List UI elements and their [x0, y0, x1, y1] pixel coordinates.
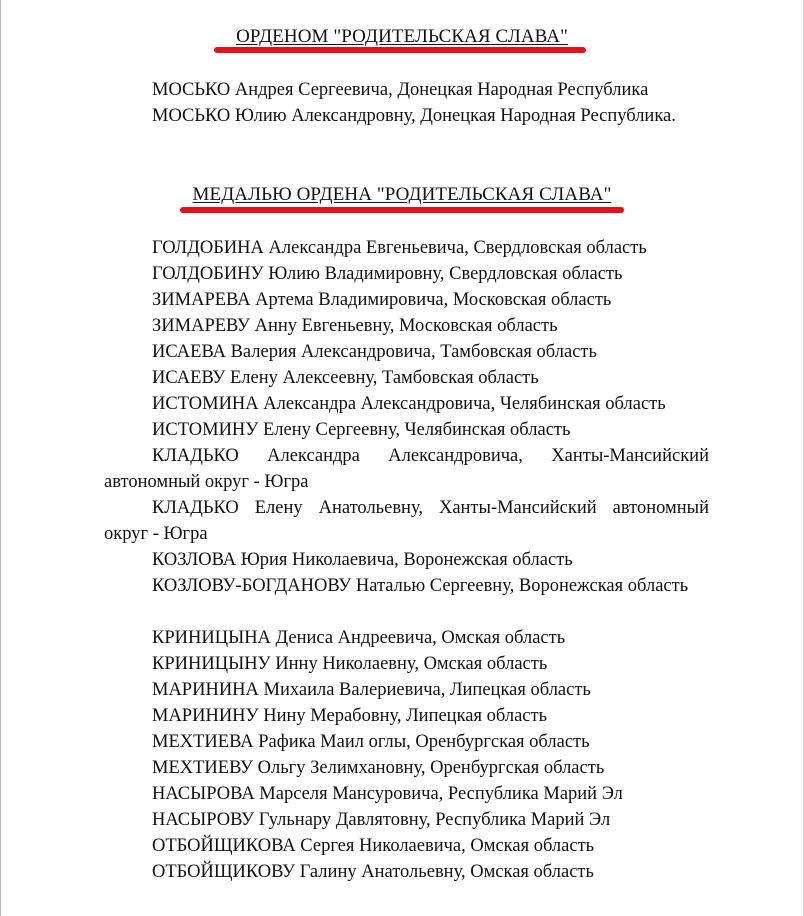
award-entry: МОСЬКО Андрея Сергеевича, Донецкая Народная Республика	[152, 80, 649, 100]
award-entry: НАСЫРОВА Марселя Мансуровича, Республика Марий Эл	[152, 784, 623, 804]
award-entry: ГОЛДОБИНУ Юлию Владимировну, Свердловская область	[152, 264, 623, 284]
award-entry: КОЗЛОВУ-БОГДАНОВУ Наталью Сергеевну, Воронежская область	[152, 576, 689, 596]
award-entry: ИСТОМИНУ Елену Сергеевну, Челябинская область	[152, 420, 571, 440]
award-entry: ГОЛДОБИНА Александра Евгеньевича, Свердловская область	[152, 238, 647, 258]
award-entry: МЕХТИЕВА Рафика Маил оглы, Оренбургская область	[152, 732, 590, 752]
award-entry: КОЗЛОВА Юрия Николаевича, Воронежская область	[152, 550, 573, 570]
red-highlight-underline	[214, 47, 586, 53]
heading-medal	[0, 184, 804, 206]
heading-order	[0, 26, 804, 48]
award-entry: МОСЬКО Юлию Александровну, Донецкая Народная Республика.	[152, 106, 676, 126]
award-entry: МАРИНИНУ Нину Мерабовну, Липецкая область	[152, 706, 548, 726]
award-entry: КЛАДЬКО Елену Анатольевну, Ханты-Мансийский автономный округ - Югра	[104, 498, 709, 544]
award-entry: МАРИНИНА Михаила Валериевича, Липецкая область	[152, 680, 591, 700]
award-entry: ОТБОЙЩИКОВУ Галину Анатольевну, Омская область	[152, 862, 594, 882]
award-entry: НАСЫРОВУ Гульнару Давлятовну, Республика Марий Эл	[152, 810, 611, 830]
award-entry: ИСАЕВУ Елену Алексеевну, Тамбовская область	[152, 368, 539, 388]
award-entry: КЛАДЬКО Александра Александровича, Ханты-Мансийский автономный округ - Югра	[104, 446, 709, 492]
heading-order-text: ОРДЕНОМ "РОДИТЕЛЬСКАЯ СЛАВА"	[236, 26, 568, 47]
award-entry: ИСАЕВА Валерия Александровича, Тамбовская область	[152, 342, 597, 362]
red-highlight-underline	[180, 207, 624, 213]
award-entry: КРИНИЦЫНУ Инну Николаевну, Омская область	[152, 654, 548, 674]
award-entry: МЕХТИЕВУ Ольгу Зелимхановну, Оренбургская область	[152, 758, 605, 778]
heading-medal-text: МЕДАЛЬЮ ОРДЕНА "РОДИТЕЛЬСКАЯ СЛАВА"	[192, 184, 612, 205]
award-entry: ЗИМАРЕВУ Анну Евгеньевну, Московская область	[152, 316, 558, 336]
award-entry: ИСТОМИНА Александра Александровича, Челябинская область	[152, 394, 666, 414]
award-entry: ОТБОЙЩИКОВА Сергея Николаевича, Омская область	[152, 836, 595, 856]
award-entry: КРИНИЦЫНА Дениса Андреевича, Омская область	[152, 628, 566, 648]
award-entry: ЗИМАРЕВА Артема Владимировича, Московская область	[152, 290, 612, 310]
page-left-edge	[0, 0, 1, 916]
